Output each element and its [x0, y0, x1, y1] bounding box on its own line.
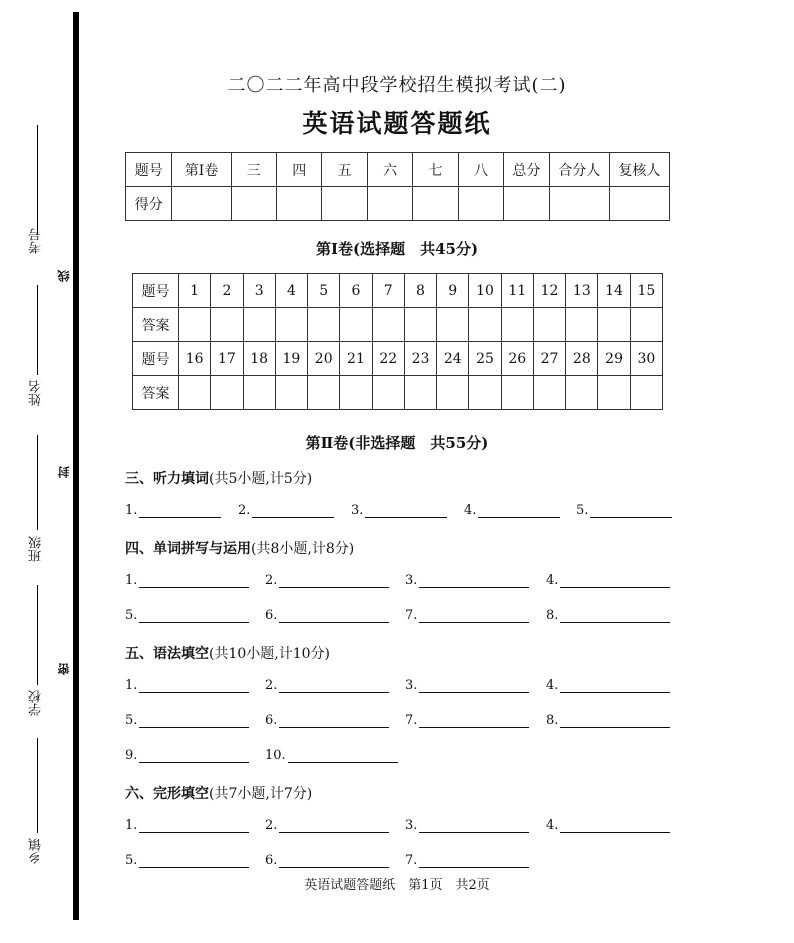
score-cell[interactable]	[413, 187, 458, 221]
answer-row-label: 题号	[133, 342, 179, 376]
answer-cell[interactable]	[243, 308, 275, 342]
blank-line[interactable]	[419, 818, 529, 833]
answer-q-row	[133, 342, 663, 376]
sec4-blank-7[interactable]	[405, 608, 529, 623]
seal-char-secret: 密	[57, 663, 71, 675]
seal-char-line: 线	[57, 270, 71, 282]
question-number: 16	[179, 342, 211, 376]
sec6-blank-1[interactable]	[125, 818, 249, 833]
answer-row-label: 答案	[133, 376, 179, 410]
blank-number: 5.	[576, 503, 589, 518]
blank-line[interactable]	[365, 503, 447, 518]
sec5-heading-text: 五、语法填空	[125, 646, 209, 662]
blank-number: 1.	[125, 678, 138, 693]
blank-number: 1.	[125, 818, 138, 833]
score-header-cell: 复核人	[609, 153, 669, 187]
question-number: 1	[179, 274, 211, 308]
answer-cell[interactable]	[630, 308, 662, 342]
sec3-blank-3[interactable]	[351, 503, 447, 518]
sec4-blank-3[interactable]	[405, 573, 529, 588]
question-number: 7	[372, 274, 404, 308]
blank-line[interactable]	[560, 573, 670, 588]
score-cell[interactable]	[277, 187, 322, 221]
answer-cell[interactable]	[533, 376, 565, 410]
score-header-cell: 六	[367, 153, 412, 187]
blank-line[interactable]	[288, 748, 398, 763]
part1-title: 第Ⅰ卷(选择题 共45分)	[315, 240, 479, 258]
answer-q-row	[133, 274, 663, 308]
answer-cell[interactable]	[179, 308, 211, 342]
exam-no-label: 考号	[29, 228, 44, 254]
answer-cell[interactable]	[340, 376, 372, 410]
blank-line[interactable]	[279, 713, 389, 728]
answer-cell[interactable]	[211, 376, 243, 410]
score-cell[interactable]	[231, 187, 276, 221]
answer-cell[interactable]	[598, 308, 630, 342]
question-number: 8	[404, 274, 436, 308]
blank-line[interactable]	[560, 608, 670, 623]
blank-line[interactable]	[279, 678, 389, 693]
blank-number: 3.	[405, 678, 418, 693]
answer-cell[interactable]	[404, 376, 436, 410]
score-header-cell: 七	[413, 153, 458, 187]
blank-number: 4.	[546, 818, 559, 833]
sheet-title: 英语试题答题纸	[302, 109, 492, 138]
blank-number: 6.	[265, 713, 278, 728]
blank-line[interactable]	[419, 713, 529, 728]
question-number: 10	[469, 274, 501, 308]
name-label: 姓名	[29, 380, 44, 406]
sec3-note: (共5小题,计5分)	[209, 471, 313, 487]
sec5-blank-5[interactable]	[125, 713, 249, 728]
page-footer: 英语试题答题纸 第1页 共2页	[304, 878, 490, 893]
blank-number: 5.	[125, 853, 138, 868]
blank-number: 6.	[265, 853, 278, 868]
answer-a-row	[133, 308, 663, 342]
answer-cell[interactable]	[179, 376, 211, 410]
score-cell[interactable]	[458, 187, 503, 221]
score-value-row	[126, 187, 670, 221]
score-table	[125, 152, 670, 221]
answer-cell[interactable]	[437, 376, 469, 410]
answer-cell[interactable]	[533, 308, 565, 342]
sec4-heading	[125, 538, 354, 558]
question-number: 2	[211, 274, 243, 308]
answer-cell[interactable]	[275, 308, 307, 342]
sec3-heading	[125, 468, 312, 488]
blank-number: 3.	[405, 573, 418, 588]
blank-line[interactable]	[139, 748, 249, 763]
sec5-blank-1[interactable]	[125, 678, 249, 693]
town-label: 乡镇	[29, 838, 44, 864]
blank-line[interactable]	[139, 503, 221, 518]
answer-cell[interactable]	[372, 376, 404, 410]
blank-number: 2.	[265, 573, 278, 588]
blank-line[interactable]	[279, 573, 389, 588]
sec6-blank-4[interactable]	[546, 818, 670, 833]
sec6-blank-3[interactable]	[405, 818, 529, 833]
score-header-cell: 题号	[126, 153, 172, 187]
answer-table	[132, 273, 663, 410]
sec4-blank-5[interactable]	[125, 608, 249, 623]
score-header-cell: 四	[277, 153, 322, 187]
answer-cell[interactable]	[372, 308, 404, 342]
question-number: 30	[630, 342, 662, 376]
blank-number: 7.	[405, 853, 418, 868]
blank-line[interactable]	[478, 503, 560, 518]
blank-line[interactable]	[139, 573, 249, 588]
question-number: 15	[630, 274, 662, 308]
sec4-blank-1[interactable]	[125, 573, 249, 588]
blank-number: 1.	[125, 573, 138, 588]
score-header-cell: 第Ⅰ卷	[172, 153, 231, 187]
sec5-blank-3[interactable]	[405, 678, 529, 693]
school-line	[37, 585, 38, 685]
blank-line[interactable]	[590, 503, 672, 518]
question-number: 6	[340, 274, 372, 308]
sec4-note: (共8小题,计8分)	[251, 541, 355, 557]
blank-line[interactable]	[139, 713, 249, 728]
sec6-heading-text: 六、完形填空	[125, 786, 209, 802]
answer-cell[interactable]	[211, 308, 243, 342]
answer-cell[interactable]	[275, 376, 307, 410]
answer-cell[interactable]	[340, 308, 372, 342]
sec5-blank-8[interactable]	[546, 713, 670, 728]
class-label: 班级	[29, 536, 44, 562]
sec5-blank-4[interactable]	[546, 678, 670, 693]
sec4-blank-6[interactable]	[265, 608, 389, 623]
answer-row-label: 题号	[133, 274, 179, 308]
question-number: 29	[598, 342, 630, 376]
binding-bar	[73, 12, 79, 920]
blank-number: 3.	[405, 818, 418, 833]
question-number: 13	[566, 274, 598, 308]
question-number: 19	[275, 342, 307, 376]
question-number: 26	[501, 342, 533, 376]
answer-cell[interactable]	[501, 308, 533, 342]
exam-no-line	[37, 125, 38, 235]
score-cell[interactable]	[609, 187, 669, 221]
question-number: 28	[566, 342, 598, 376]
blank-number: 4.	[546, 573, 559, 588]
blank-number: 2.	[238, 503, 251, 518]
answer-cell[interactable]	[437, 308, 469, 342]
blank-line[interactable]	[279, 818, 389, 833]
question-number: 5	[308, 274, 340, 308]
answer-cell[interactable]	[243, 376, 275, 410]
question-number: 11	[501, 274, 533, 308]
blank-number: 7.	[405, 713, 418, 728]
sec6-blank-6[interactable]	[265, 853, 389, 868]
answer-cell[interactable]	[501, 376, 533, 410]
sec6-note: (共7小题,计7分)	[209, 786, 313, 802]
answer-cell[interactable]	[308, 376, 340, 410]
score-cell[interactable]	[322, 187, 367, 221]
blank-line[interactable]	[279, 853, 389, 868]
blank-line[interactable]	[419, 608, 529, 623]
sec3-heading-text: 三、听力填词	[125, 471, 209, 487]
sec5-blank-6[interactable]	[265, 713, 389, 728]
blank-number: 5.	[125, 713, 138, 728]
blank-number: 9.	[125, 748, 138, 763]
question-number: 24	[437, 342, 469, 376]
blank-number: 5.	[125, 608, 138, 623]
question-number: 27	[533, 342, 565, 376]
sec4-blank-2[interactable]	[265, 573, 389, 588]
blank-line[interactable]	[560, 678, 670, 693]
sec4-blank-4[interactable]	[546, 573, 670, 588]
blank-number: 10.	[265, 748, 286, 763]
blank-number: 8.	[546, 608, 559, 623]
blank-number: 3.	[351, 503, 364, 518]
sec6-blank-5[interactable]	[125, 853, 249, 868]
question-number: 4	[275, 274, 307, 308]
blank-number: 8.	[546, 713, 559, 728]
blank-line[interactable]	[560, 713, 670, 728]
sec3-blank-5[interactable]	[576, 503, 672, 518]
answer-cell[interactable]	[566, 308, 598, 342]
score-header-cell: 八	[458, 153, 503, 187]
blank-number: 7.	[405, 608, 418, 623]
score-header-row	[126, 153, 670, 187]
score-row-label: 得分	[126, 187, 172, 221]
blank-number: 6.	[265, 608, 278, 623]
score-cell[interactable]	[504, 187, 549, 221]
blank-number: 4.	[464, 503, 477, 518]
sec5-note: (共10小题,计10分)	[209, 646, 331, 662]
answer-cell[interactable]	[598, 376, 630, 410]
exam-title: 二〇二二年高中段学校招生模拟考试(二)	[227, 75, 567, 96]
question-number: 17	[211, 342, 243, 376]
seal-char-seal: 封	[57, 466, 71, 478]
question-number: 23	[404, 342, 436, 376]
part2-title: 第Ⅱ卷(非选择题 共55分)	[305, 434, 489, 452]
sec5-blank-7[interactable]	[405, 713, 529, 728]
score-header-cell: 三	[231, 153, 276, 187]
answer-cell[interactable]	[630, 376, 662, 410]
blank-line[interactable]	[560, 818, 670, 833]
answer-cell[interactable]	[469, 308, 501, 342]
score-cell[interactable]	[367, 187, 412, 221]
question-number: 14	[598, 274, 630, 308]
sec4-heading-text: 四、单词拼写与运用	[125, 541, 251, 557]
school-label: 学校	[29, 690, 44, 716]
answer-a-row	[133, 376, 663, 410]
blank-line[interactable]	[139, 853, 249, 868]
question-number: 3	[243, 274, 275, 308]
blank-line[interactable]	[279, 608, 389, 623]
blank-number: 1.	[125, 503, 138, 518]
sec6-blank-7[interactable]	[405, 853, 529, 868]
town-line	[37, 738, 38, 833]
question-number: 9	[437, 274, 469, 308]
sec5-blank-10[interactable]	[265, 748, 398, 763]
question-number: 22	[372, 342, 404, 376]
answer-row-label: 答案	[133, 308, 179, 342]
blank-line[interactable]	[139, 678, 249, 693]
answer-cell[interactable]	[308, 308, 340, 342]
blank-line[interactable]	[419, 678, 529, 693]
sec5-blank-9[interactable]	[125, 748, 249, 763]
question-number: 12	[533, 274, 565, 308]
sec3-blank-4[interactable]	[464, 503, 560, 518]
sec5-heading	[125, 643, 330, 663]
blank-line[interactable]	[419, 573, 529, 588]
question-number: 21	[340, 342, 372, 376]
answer-cell[interactable]	[404, 308, 436, 342]
name-line	[37, 285, 38, 375]
sec3-blank-2[interactable]	[238, 503, 334, 518]
blank-line[interactable]	[139, 608, 249, 623]
blank-number: 4.	[546, 678, 559, 693]
sec4-blank-8[interactable]	[546, 608, 670, 623]
answer-cell[interactable]	[469, 376, 501, 410]
score-header-cell: 五	[322, 153, 367, 187]
answer-cell[interactable]	[566, 376, 598, 410]
score-cell[interactable]	[172, 187, 231, 221]
blank-line[interactable]	[252, 503, 334, 518]
blank-number: 2.	[265, 818, 278, 833]
blank-line[interactable]	[419, 853, 529, 868]
blank-number: 2.	[265, 678, 278, 693]
question-number: 20	[308, 342, 340, 376]
score-header-cell: 合分人	[549, 153, 609, 187]
sec5-blank-2[interactable]	[265, 678, 389, 693]
question-number: 25	[469, 342, 501, 376]
blank-line[interactable]	[139, 818, 249, 833]
sec3-blank-1[interactable]	[125, 503, 221, 518]
score-header-cell: 总分	[504, 153, 549, 187]
score-cell[interactable]	[549, 187, 609, 221]
question-number: 18	[243, 342, 275, 376]
sec6-heading	[125, 783, 312, 803]
sec6-blank-2[interactable]	[265, 818, 389, 833]
